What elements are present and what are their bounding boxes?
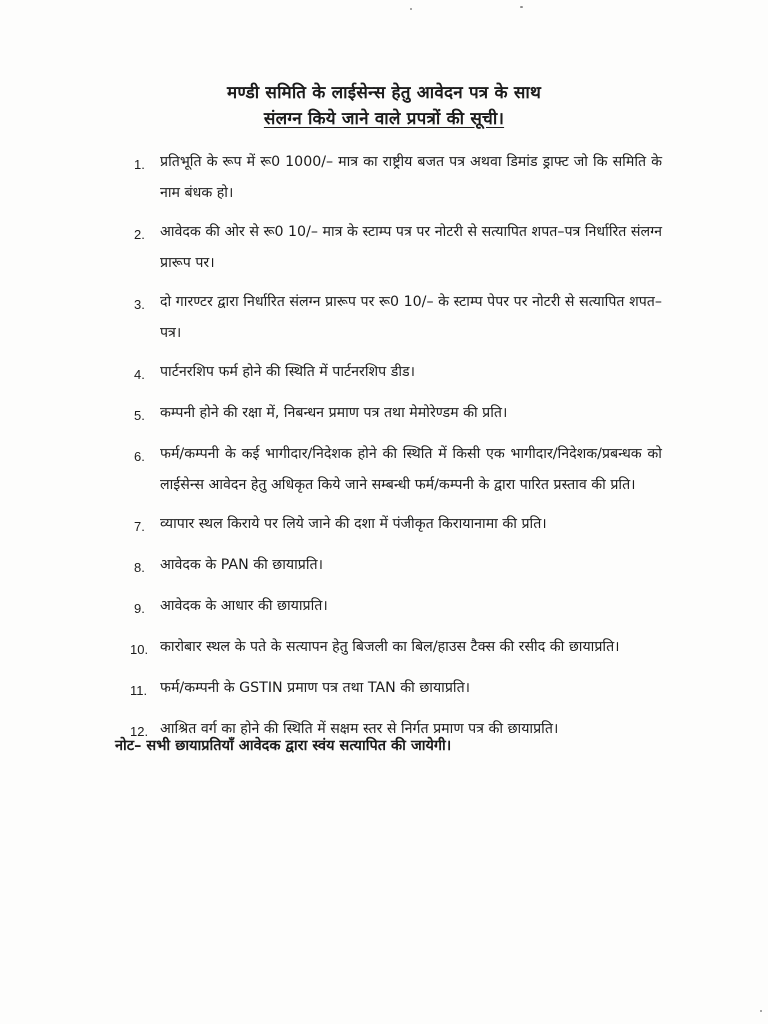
item-number: 4. <box>134 367 145 382</box>
item-text: पार्टनरशिप फर्म होने की स्थिति में पार्टनरशिप डीड। <box>160 364 415 380</box>
item-text: प्रतिभूति के रूप में रू0 1000/– मात्र का राष्ट्रीय बजत पत्र अथवा डिमांड ड्राफ्ट जो कि समिति के नाम बंधक हो। <box>160 154 662 201</box>
list-item <box>134 439 662 501</box>
list-item <box>134 287 662 349</box>
list-item <box>134 147 662 209</box>
attachments-list <box>130 147 662 755</box>
scan-speck <box>760 1010 762 1012</box>
list-item <box>130 673 662 706</box>
item-number: 7. <box>134 519 145 534</box>
item-text: आवेदक के PAN की छायाप्रति। <box>160 557 324 573</box>
list-item <box>134 357 662 390</box>
list-item <box>134 217 662 279</box>
item-number: 5. <box>134 408 145 423</box>
title-line-2: संलग्न किये जाने वाले प्रपत्रों की सूची। <box>263 109 505 129</box>
item-number: 3. <box>134 297 145 312</box>
item-number: 6. <box>134 449 145 464</box>
scan-speck <box>520 6 523 8</box>
item-text: आश्रित वर्ग का होने की स्थिति में सक्षम स्तर से निर्गत प्रमाण पत्र की छायाप्रति। <box>160 721 559 737</box>
item-text: आवेदक के आधार की छायाप्रति। <box>160 598 328 614</box>
item-text: कम्पनी होने की रक्षा में, निबन्धन प्रमाण पत्र तथा मेमोरेण्डम की प्रति। <box>160 405 508 421</box>
item-number: 2. <box>134 227 145 242</box>
item-text: आवेदक की ओर से रू0 10/– मात्र के स्टाम्प पत्र पर नोटरी से सत्यापित शपत–पत्र निर्धारित संलग्न प्रारूप पर। <box>160 224 662 271</box>
item-number: 10. <box>130 642 149 657</box>
item-text: कारोबार स्थल के पते के सत्यापन हेतु बिजली का बिल/हाउस टैक्स की रसीद की छायाप्रति। <box>160 639 620 655</box>
scan-speck <box>410 8 412 10</box>
list-item <box>130 632 662 665</box>
footer-note: नोट– सभी छायाप्रतियाँ आवेदक द्वारा स्वंय सत्यापित की जायेगी। <box>115 738 452 754</box>
item-text: दो गारण्टर द्वारा निर्धारित संलग्न प्रारूप पर रू0 10/– के स्टाम्प पेपर पर नोटरी से सत्यापित शपत–पत्र। <box>160 294 662 341</box>
list-item <box>134 591 662 624</box>
list-item <box>134 509 662 542</box>
item-number: 1. <box>134 157 145 172</box>
title-line-1: मण्डी समिति के लाईसेन्स हेतु आवेदन पत्र के साथ <box>226 83 542 103</box>
item-number: 9. <box>134 601 145 616</box>
item-number: 11. <box>130 683 148 698</box>
item-text: फर्म/कम्पनी के कई भागीदार/निदेशक होने की स्थिति में किसी एक भागीदार/निदेशक/प्रबन्धक को लाईसेन्स आवेदन हेतु अधिकृत किये जाने सम्बन्धी फर्म/कम्पनी के द्वारा पारित प्रस्ताव की प्रति। <box>160 446 662 493</box>
item-text: फर्म/कम्पनी के GSTIN प्रमाण पत्र तथा TAN की छायाप्रति। <box>160 680 471 696</box>
item-text: व्यापार स्थल किराये पर लिये जाने की दशा में पंजीकृत किरायानामा की प्रति। <box>160 516 547 532</box>
document-title <box>0 80 768 132</box>
item-number: 8. <box>134 560 145 575</box>
list-item <box>134 398 662 431</box>
list-item <box>134 550 662 583</box>
item-number: 12. <box>130 724 149 739</box>
